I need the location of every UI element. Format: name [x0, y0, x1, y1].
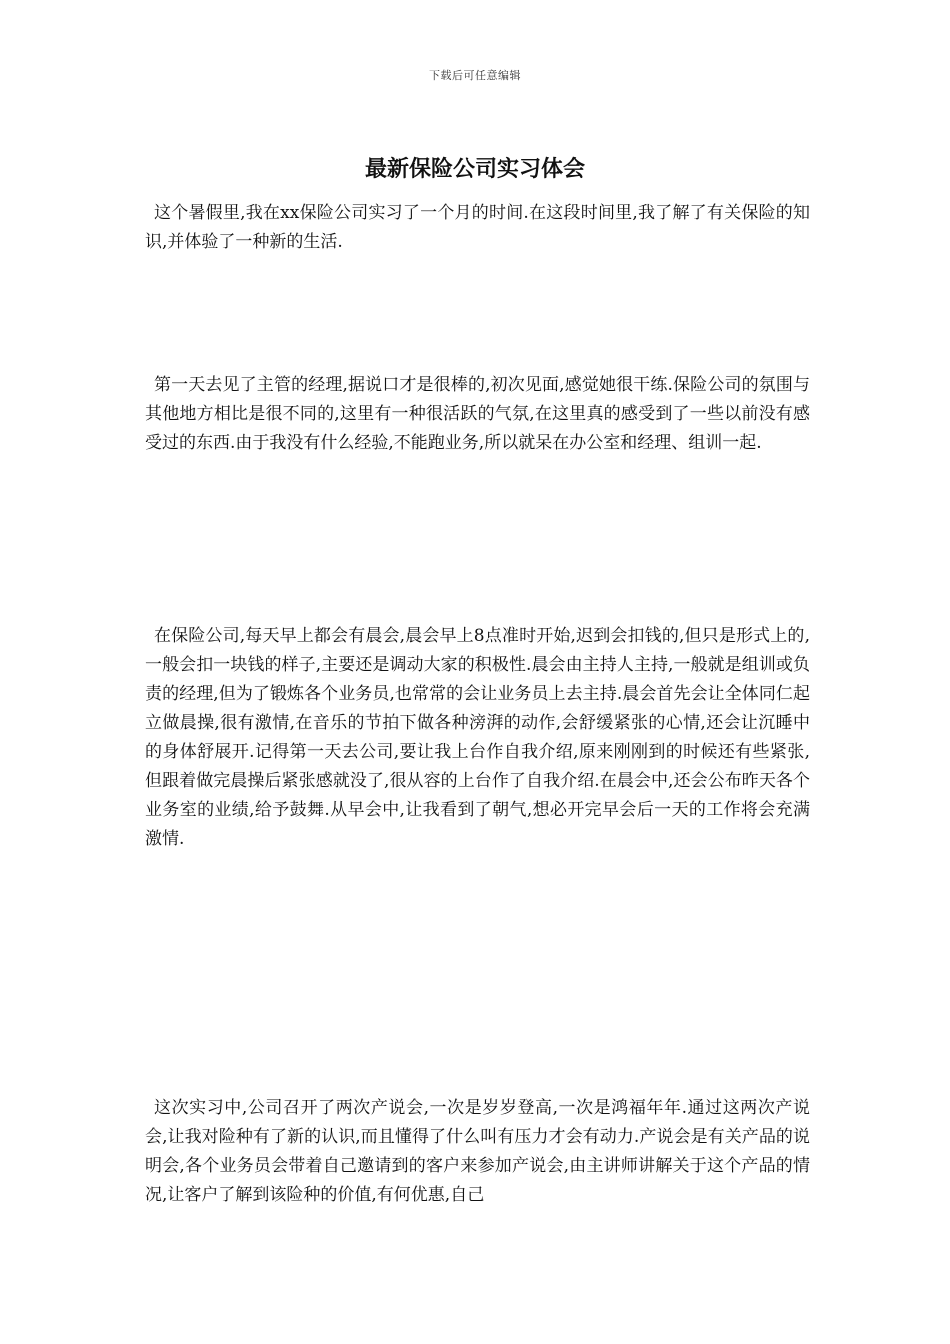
- paragraph-3: 在保险公司,每天早上都会有晨会,晨会早上8点准时开始,迟到会扣钱的,但只是形式上的,一般会扣一块钱的样子,主要还是调动大家的积极性.晨会由主持人主持,一般就是组训或负责的经理,但为了锻炼各个业务员,也常常的会让业务员上去主持.晨会首先会让全体同仁起立做晨操,很有激情,在音乐的节拍下做各种滂湃的动作,会舒缓紧张的心情,还会让沉睡中的身体舒展开.记得第一天去公司,要让我上台作自我介绍,原来刚刚到的时候还有些紧张,但跟着做完晨操后紧张感就没了,很从容的上台作了自我介绍.在晨会中,还会公布昨天各个业务室的业绩,给予鼓舞.从早会中,让我看到了朝气,想必开完早会后一天的工作将会充满激情.: [145, 626, 810, 849]
- document-title: 最新保险公司实习体会: [364, 156, 585, 182]
- paragraph-2: 第一天去见了主管的经理,据说口才是很棒的,初次见面,感觉她很干练.保险公司的氛围与其他地方相比是很不同的,这里有一种很活跃的气氛,在这里真的感受到了一些以前没有感受过的东西.由于我没有什么经验,不能跑业务,所以就呆在办公室和经理、组训一起.: [145, 375, 810, 453]
- paragraph-1: 这个暑假里,我在xx保险公司实习了一个月的时间.在这段时间里,我了解了有关保险的知识,并体验了一种新的生活.: [145, 203, 810, 252]
- paragraph-4: 这次实习中,公司召开了两次产说会,一次是岁岁登高,一次是鸿福年年.通过这两次产说会,让我对险种有了新的认识,而且懂得了什么叫有压力才会有动力.产说会是有关产品的说明会,各个业务员会带着自己邀请到的客户来参加产说会,由主讲师讲解关于这个产品的情况,让客户了解到该险种的价值,有何优惠,自己: [145, 1098, 810, 1205]
- header-note: 下载后可任意编辑: [429, 69, 521, 82]
